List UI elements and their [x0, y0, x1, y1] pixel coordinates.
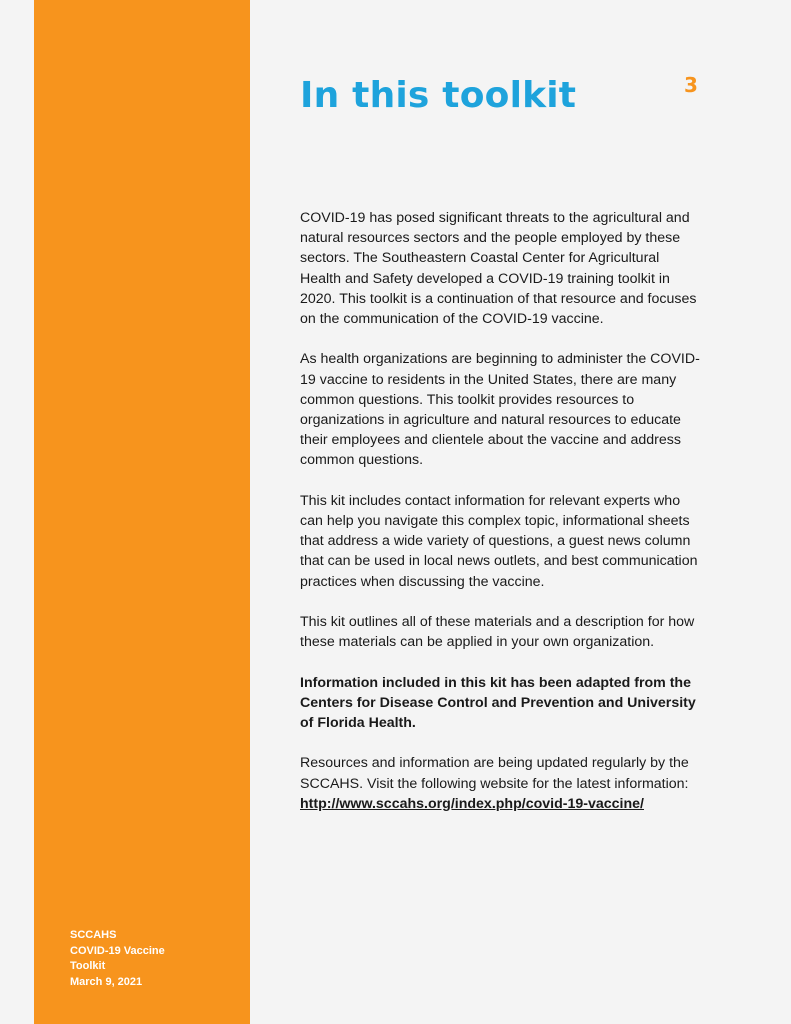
document-footer-info: [70, 928, 165, 990]
footer-date: March 9, 2021: [70, 975, 143, 988]
footer-organization: SCCAHS: [70, 929, 117, 941]
contents-paragraph: This kit includes contact information for relevant experts who can help you navigate this complex topic, informational sheets that address a wide variety of questions, a guest news column that can be used in local news outlets, and best communication practices when discussing the vaccine.: [300, 492, 698, 590]
intro-paragraph: COVID-19 has posed significant threats to the agricultural and natural resources sectors and the people employed by these sectors. The Southeastern Coastal Center for Agricultural Health and Safety developed a COVID-19 training toolkit in 2020. This toolkit is a continuation of that resource and focuses on the communication of the COVID-19 vaccine.: [300, 210, 697, 328]
main-content: [300, 208, 700, 814]
vaccine-website-link[interactable]: http://www.sccahs.org/index.php/covid-19-vaccine/: [300, 795, 644, 812]
updates-paragraph: [300, 753, 700, 814]
orange-sidebar: [34, 0, 250, 1024]
updates-text: Resources and information are being updated regularly by the SCCAHS. Visit the following website for the latest information:: [300, 755, 689, 792]
footer-document-name-cont: Toolkit: [70, 960, 106, 972]
page-number: 3: [684, 73, 698, 97]
purpose-paragraph: As health organizations are beginning to administer the COVID-19 vaccine to residents in the United States, there are many common questions. This toolkit provides resources to organizations in agriculture and natural resources to educate their employees and clientele about the vaccine and address common questions.: [300, 351, 700, 469]
page-title: In this toolkit: [300, 75, 577, 116]
outline-paragraph: This kit outlines all of these materials and a description for how these materials can be applied in your own organization.: [300, 614, 695, 651]
footer-document-name: COVID-19 Vaccine: [70, 944, 165, 957]
source-note: Information included in this kit has been adapted from the Centers for Disease Control and Prevention and University of Florida Health.: [300, 674, 696, 732]
